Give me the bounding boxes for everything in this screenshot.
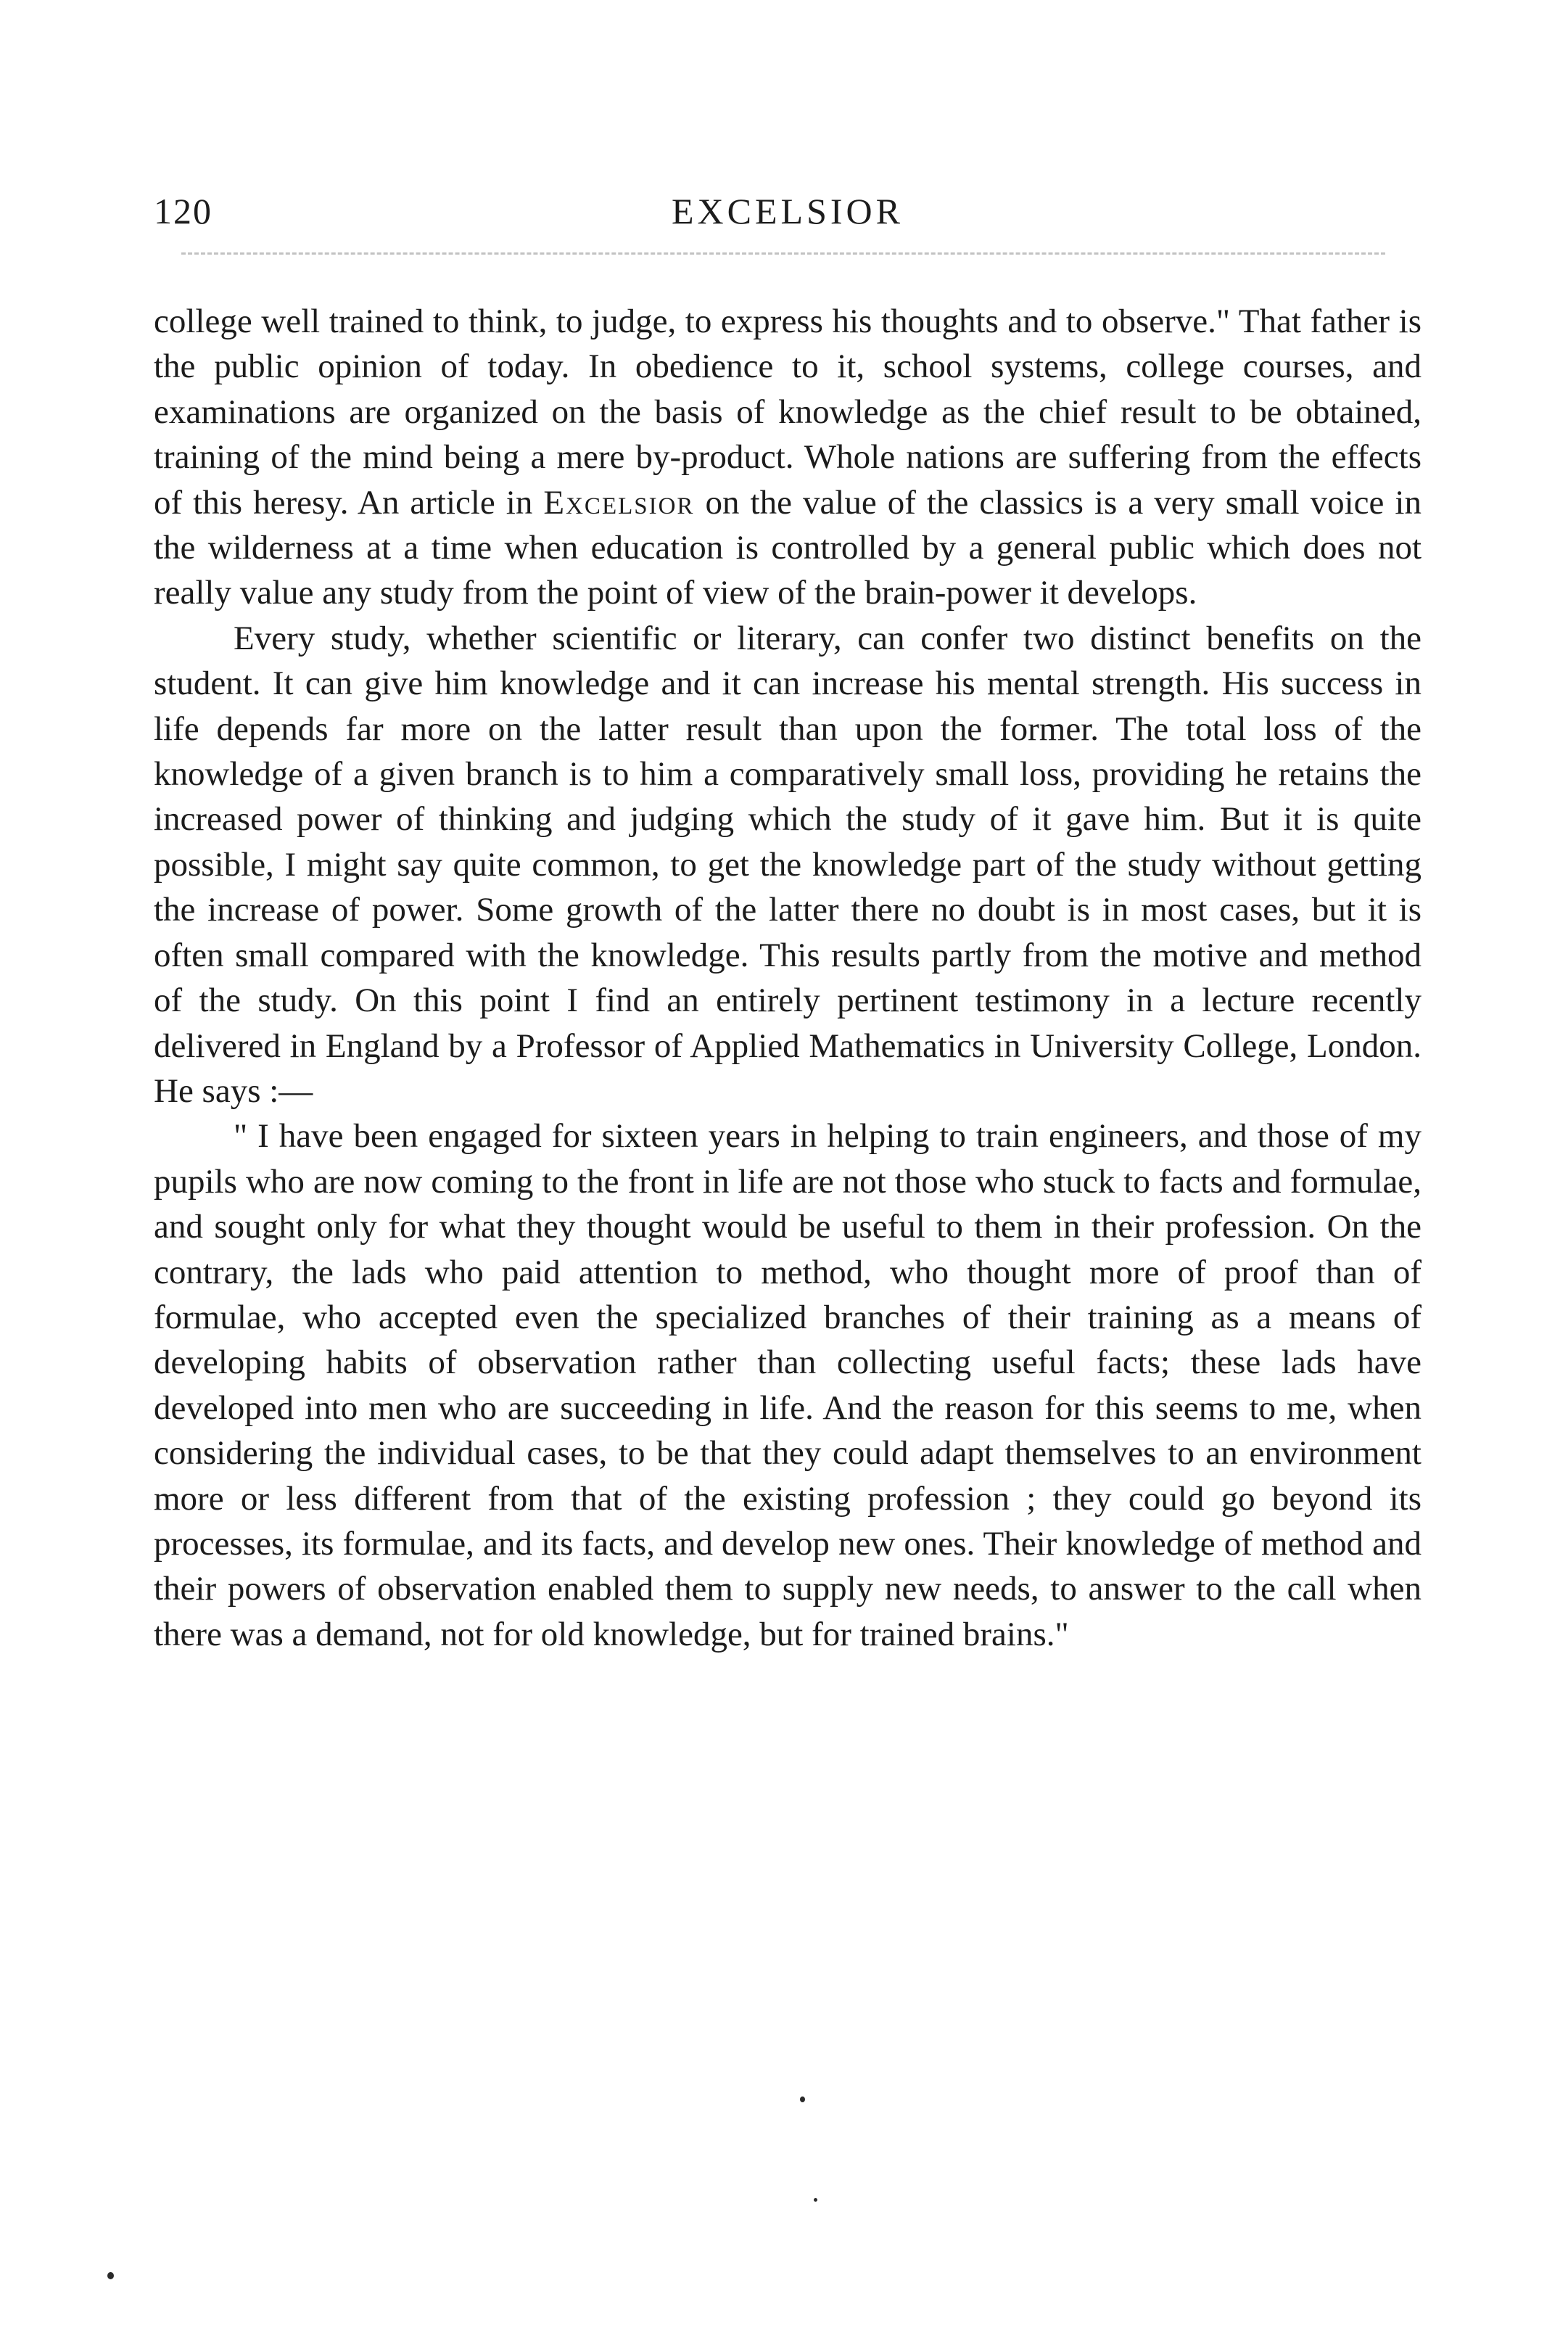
paragraph-1 [154, 299, 1421, 616]
page-number: 120 [154, 191, 212, 231]
header-rule [181, 252, 1385, 255]
page-header [154, 190, 1421, 241]
quotation-paragraph: " I have been engaged for sixteen years in helping to train engineers, and those of my pupils who are now coming to the front in life are not those who stuck to facts and formulae, and sought only for what they thought would be useful to them in their profession. On the contrary, the lads who paid attention to method, who thought more of proof than of formulae, who accepted even the specialized branches of their training as a means of developing habits of observation rather than collecting useful facts; these lads have developed into men who are succeeding in life. And the reason for this seems to me, when considering the individual cases, to be that they could adapt themselves to an environment more or less different from that of the existing profession ; they could go beyond its processes, its formulae, and its facts, and develop new ones. Their knowledge of method and their powers of observation enabled them to supply new needs, to answer to the call when there was a demand, not for old knowledge, but for trained brains." [154, 1117, 1421, 1653]
ink-speck [107, 2272, 114, 2279]
ink-speck [814, 2198, 817, 2202]
paragraph-1-text-a: college well trained to think, to judge, to express his thoughts and to observe." That father is the public opinion of today. In obedience to it, school systems, college courses, and examinations are organized on the basis of knowledge as the chief result to be obtained, training of the mind being a mere by-product. Whole nations are suffering from the effects of this heresy. An article in [154, 303, 1421, 522]
running-title: EXCELSIOR [672, 191, 904, 231]
page-body [154, 299, 1421, 1657]
ink-speck [800, 2096, 805, 2102]
journal-name: Excelsior [543, 483, 695, 522]
paragraph-2: Every study, whether scientific or literary, can confer two distinct benefits on the student. It can give him knowledge and it can increase his mental strength. His success in life depends far more on the latter result than upon the former. The total loss of the knowledge of a given branch is to him a comparatively small loss, providing he retains the increased power of thinking and judging which the study of it gave him. But it is quite possible, I might say quite common, to get the knowledge part of the study without getting the increase of power. Some growth of the latter there no doubt is in most cases, but it is often small compared with the knowledge. This results partly from the motive and method of the study. On this point I find an entirely pertinent testimony in a lecture recently delivered in England by a Professor of Applied Mathematics in University College, London. He says :— [154, 619, 1421, 1110]
paragraph-1-text-b: on the value of the classics is a very small voice in the wilderness at a time when education is controlled by a general public which does not really value any study from the point of view of the brain-power it develops. [154, 483, 1421, 612]
